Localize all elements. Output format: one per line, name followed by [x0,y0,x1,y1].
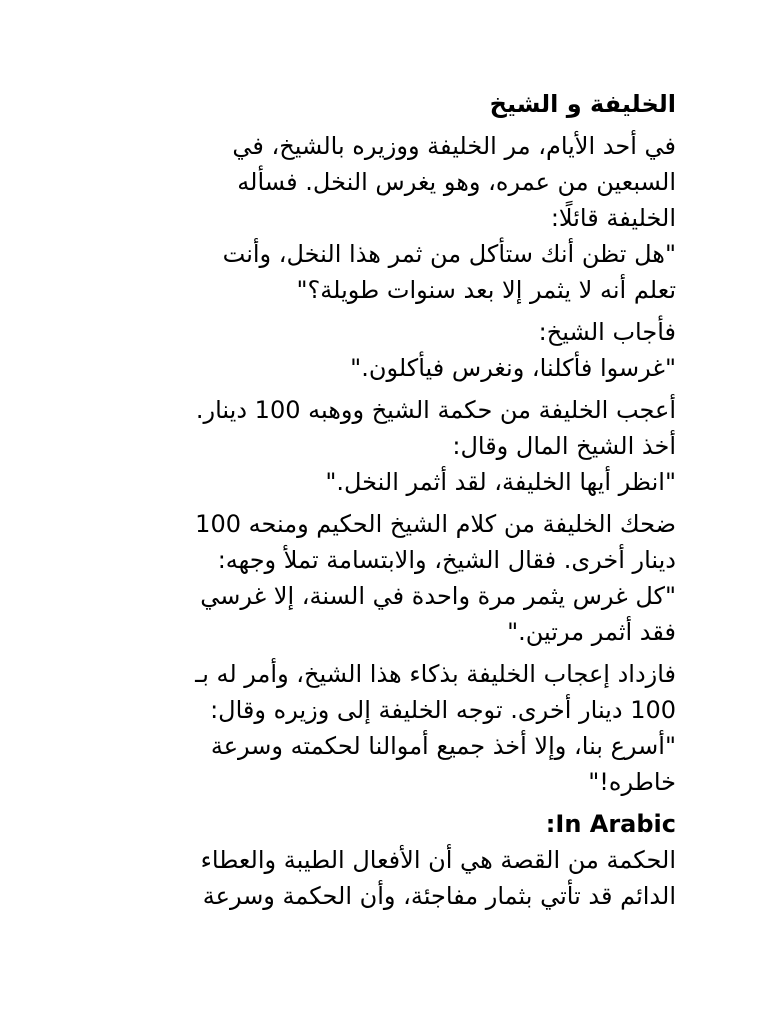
paragraph-line: دينار أخرى. فقال الشيخ، والابتسامة تملأ وجهه: [217,546,676,574]
paragraph-1 [104,128,676,308]
paragraph-line: في أحد الأيام، مر الخليفة ووزيره بالشيخ، في [232,132,676,160]
story-title: الخليفة و الشيخ [489,90,676,118]
summary-paragraph [104,842,676,914]
paragraph-line: السبعين من عمره، وهو يغرس النخل. فسأله [237,168,676,196]
paragraph-line: "انظر أيها الخليفة، لقد أثمر النخل." [325,468,676,496]
paragraph-line: الخليفة قائلًا: [550,204,676,232]
section-heading: In Arabic: [545,810,676,838]
paragraph-line: أعجب الخليفة من حكمة الشيخ ووهبه 100 دينار. [195,396,676,424]
paragraph-line: أخذ الشيخ المال وقال: [452,432,676,460]
paragraph-2 [104,314,676,386]
paragraph-line: 100 دينار أخرى. توجه الخليفة إلى وزيره وقال: [210,696,676,724]
paragraph-line: خاطره!" [588,768,676,796]
paragraph-5 [104,656,676,800]
paragraph-line: "أسرع بنا، وإلا أخذ جميع أموالنا لحكمته وسرعة [210,732,676,760]
paragraph-line: الحكمة من القصة هي أن الأفعال الطيبة والعطاء [200,846,676,874]
paragraph-4 [104,506,676,650]
paragraph-line: فقد أثمر مرتين." [507,618,676,646]
paragraph-line: فأجاب الشيخ: [538,318,676,346]
paragraph-line: فازداد إعجاب الخليفة بذكاء هذا الشيخ، وأمر له بـ [195,660,676,688]
paragraph-line: الدائم قد تأتي بثمار مفاجئة، وأن الحكمة وسرعة [202,882,676,910]
paragraph-line: "غرسوا فأكلنا، ونغرس فيأكلون." [350,354,676,382]
paragraph-line: "هل تظن أنك ستأكل من ثمر هذا النخل، وأنت [222,240,676,268]
paragraph-line: "كل غرس يثمر مرة واحدة في السنة، إلا غرسي [200,582,676,610]
paragraph-line: ضحك الخليفة من كلام الشيخ الحكيم ومنحه 100 [195,510,676,538]
paragraph-3 [104,392,676,500]
paragraph-line: تعلم أنه لا يثمر إلا بعد سنوات طويلة؟" [296,276,676,304]
document-page [104,86,676,920]
